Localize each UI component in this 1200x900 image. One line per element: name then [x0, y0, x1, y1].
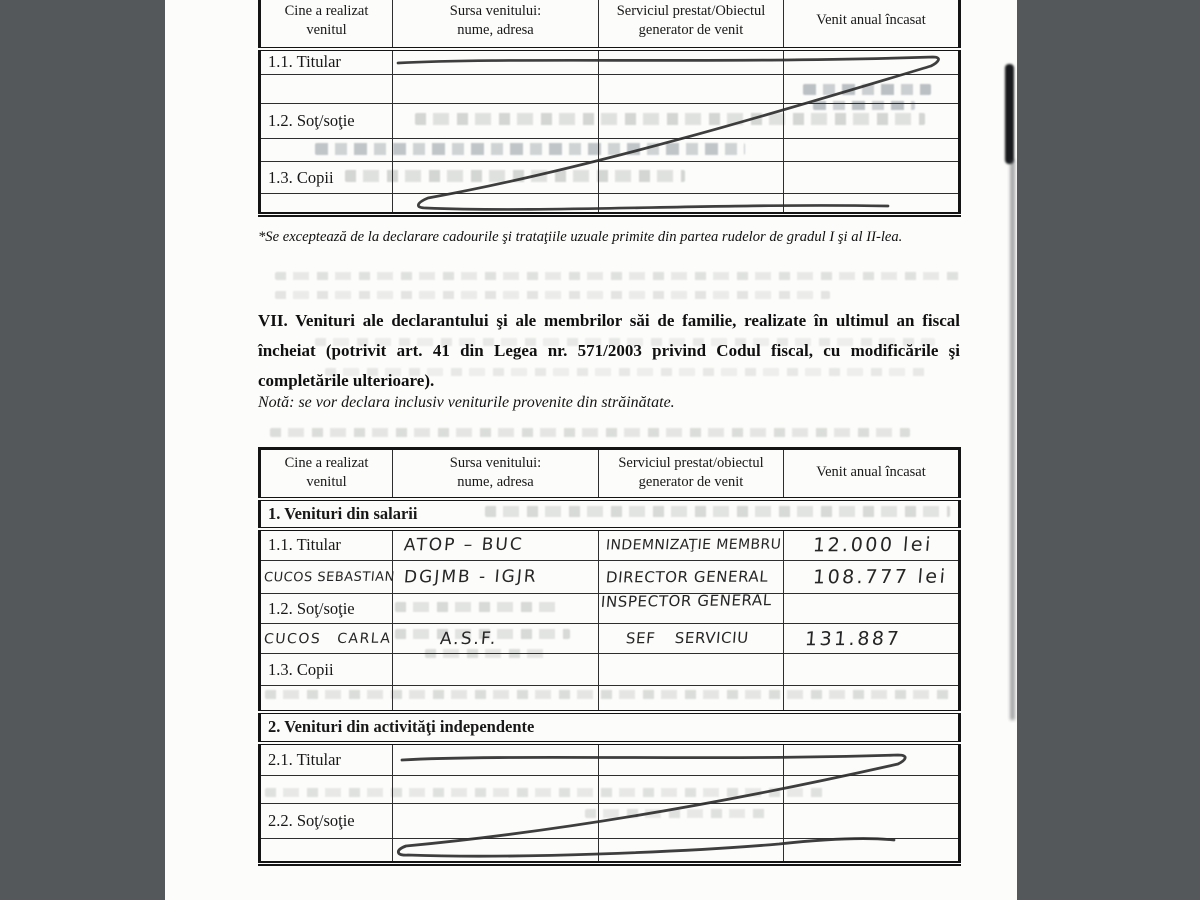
row-label-titular: 1.1. Titular	[260, 529, 393, 561]
row-label-copii: 1.3. Copii	[260, 654, 393, 686]
empty-cell	[260, 139, 393, 162]
empty-cell	[393, 686, 599, 712]
handwritten-service: SEF SERVICIU	[625, 628, 750, 648]
name-cell	[260, 561, 396, 594]
handwritten-amount: 108.777 lei	[812, 565, 949, 589]
table-row	[260, 139, 960, 162]
section-row-salaries	[260, 499, 960, 529]
empty-cell	[599, 162, 784, 194]
table-row	[260, 776, 960, 804]
source-cell	[393, 561, 599, 594]
handwritten-service-extra: INSPECTOR GENERAL	[600, 591, 773, 611]
section-vii-heading: VII. Venituri ale declarantului şi ale membrilor săi de familie, realizate în ultimul an fiscal încheiat (potrivit art. 41 din Legea nr. 571/2003 privind Codul fiscal, cu modificările şi completările ulterioare).	[258, 311, 960, 390]
empty-cell	[260, 776, 393, 804]
empty-cell	[599, 49, 784, 75]
source-cell	[393, 529, 599, 561]
empty-cell	[784, 839, 960, 864]
empty-cell	[393, 49, 599, 75]
section-title: 1. Venituri din salarii	[260, 499, 960, 529]
table-row	[260, 162, 960, 194]
empty-cell	[599, 104, 784, 139]
scan-edge-artifact	[1010, 160, 1015, 720]
table-header-row	[260, 0, 960, 49]
bleed-through-smudge	[270, 428, 910, 437]
table-gifts	[258, 0, 961, 217]
empty-cell	[599, 686, 784, 712]
section-vii-note: Notă: se vor declara inclusiv veniturile provenite din străinătate.	[258, 394, 675, 411]
empty-cell	[260, 75, 393, 104]
header-cell: Cine a realizat venitul	[260, 449, 393, 499]
empty-cell	[393, 776, 599, 804]
empty-cell	[393, 162, 599, 194]
empty-cell	[393, 75, 599, 104]
empty-cell	[784, 743, 960, 776]
handwritten-name: CUCOS CARLA	[263, 630, 393, 647]
empty-cell	[393, 804, 599, 839]
empty-cell	[393, 654, 599, 686]
header-cell: Cine a realizat venitul	[260, 0, 393, 49]
handwritten-service: DIRECTOR GENERAL	[605, 567, 770, 586]
footnote-gifts-exception: *Se exceptează de la declarare cadourile şi trataţiile uzuale primite din partea rudelor de gradul I şi al II-lea.	[258, 229, 903, 245]
handwritten-source: ATOP – BUC	[403, 534, 525, 556]
empty-cell	[599, 75, 784, 104]
empty-cell	[393, 104, 599, 139]
empty-cell	[599, 743, 784, 776]
empty-cell	[784, 654, 960, 686]
empty-cell	[393, 594, 599, 624]
empty-cell	[599, 804, 784, 839]
service-cell	[599, 529, 784, 561]
scan-edge-artifact	[1005, 64, 1014, 164]
section-row-independent	[260, 712, 960, 743]
empty-cell	[784, 139, 960, 162]
handwritten-service: INDEMNIZAŢIE MEMBRU	[605, 536, 782, 554]
handwritten-source: DGJMB - IGJR	[403, 566, 539, 588]
header-cell: Sursa venitului: nume, adresa	[393, 0, 599, 49]
table-row	[260, 654, 960, 686]
empty-cell	[260, 686, 393, 712]
row-label-sot-sotie: 1.2. Soţ/soţie	[260, 104, 393, 139]
empty-cell	[784, 162, 960, 194]
empty-cell	[784, 49, 960, 75]
table-row	[260, 529, 960, 561]
section-title: 2. Venituri din activităţi independente	[260, 712, 960, 743]
empty-cell	[784, 75, 960, 104]
table-row	[260, 743, 960, 776]
header-cell: Serviciul prestat/Obiectul generator de venit	[599, 0, 784, 49]
table-row	[260, 624, 960, 654]
bleed-through-smudge	[275, 291, 830, 299]
empty-cell	[784, 104, 960, 139]
handwritten-source: A.S.F.	[439, 628, 499, 649]
row-label-copii: 1.3. Copii	[260, 162, 393, 194]
table-row	[260, 839, 960, 864]
header-cell: Sursa venitului: nume, adresa	[393, 449, 599, 499]
row-label-sot-sotie: 2.2. Soţ/soţie	[260, 804, 393, 839]
table-row	[260, 804, 960, 839]
document-page	[165, 0, 1017, 900]
bleed-through-smudge	[275, 272, 965, 280]
handwritten-amount: 131.887	[804, 627, 903, 650]
table-header-row	[260, 449, 960, 499]
amount-cell	[784, 561, 960, 594]
service-cell	[599, 561, 784, 594]
empty-cell	[599, 776, 784, 804]
table-row	[260, 104, 960, 139]
table-row	[260, 49, 960, 75]
empty-cell	[393, 194, 599, 215]
table-row	[260, 194, 960, 215]
header-cell: Venit anual încasat	[784, 0, 960, 49]
header-cell: Serviciul prestat/obiectul generator de venit	[599, 449, 784, 499]
handwritten-amount: 12.000 lei	[812, 533, 934, 557]
empty-cell	[784, 776, 960, 804]
empty-cell	[599, 654, 784, 686]
table-income	[258, 447, 961, 866]
empty-cell	[393, 139, 599, 162]
empty-cell	[784, 686, 960, 712]
row-label-sot-sotie: 1.2. Soţ/soţie	[260, 594, 393, 624]
amount-cell	[784, 624, 960, 654]
empty-cell	[599, 194, 784, 215]
handwritten-name: CUCOS SEBASTIAN	[263, 569, 396, 586]
empty-cell	[784, 804, 960, 839]
row-label-titular: 1.1. Titular	[260, 49, 393, 75]
empty-cell	[599, 139, 784, 162]
name-cell	[260, 624, 393, 654]
table-row	[260, 75, 960, 104]
table-row	[260, 686, 960, 712]
row-label-titular: 2.1. Titular	[260, 743, 393, 776]
table-row	[260, 561, 960, 594]
empty-cell	[784, 594, 960, 624]
empty-cell	[393, 743, 599, 776]
source-cell	[393, 624, 599, 654]
empty-cell	[393, 839, 599, 864]
empty-cell	[599, 839, 784, 864]
empty-cell	[260, 194, 393, 215]
header-cell: Venit anual încasat	[784, 449, 960, 499]
empty-cell	[784, 194, 960, 215]
empty-cell	[260, 839, 393, 864]
amount-cell	[784, 529, 960, 561]
service-cell	[599, 624, 784, 654]
